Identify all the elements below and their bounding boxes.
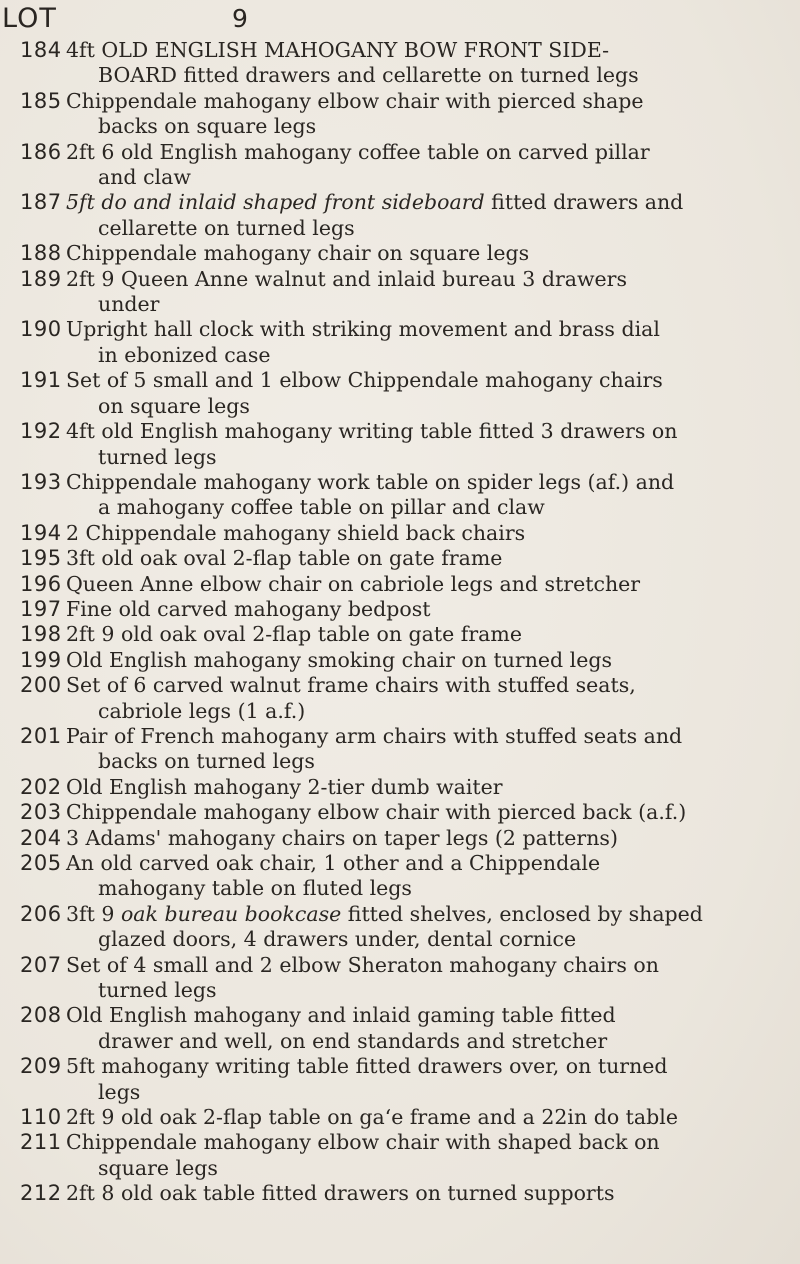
- lot-list: [0, 38, 800, 1207]
- lot-description-line: Chippendale mahogany elbow chair with shaped back on: [66, 1130, 660, 1155]
- lot-entry: [0, 622, 800, 647]
- lot-number: 185: [20, 88, 62, 113]
- lot-number: 196: [20, 571, 62, 596]
- lot-description: [66, 241, 800, 266]
- lot-description: [66, 1130, 800, 1181]
- lot-description: [66, 89, 800, 140]
- lot-entry: [0, 724, 800, 775]
- lot-description: [66, 648, 800, 673]
- lot-description: [66, 546, 800, 571]
- lot-description-line: 5ft mahogany writing table fitted drawers over, on turned: [66, 1054, 668, 1079]
- lot-number: 184: [20, 38, 62, 62]
- lot-number: 199: [20, 647, 62, 672]
- italic-phrase: 5ft do and inlaid shaped front sideboard: [66, 190, 485, 215]
- lot-description-line: 2ft 9 old oak oval 2-flap table on gate frame: [66, 622, 522, 647]
- lot-description: [66, 317, 800, 368]
- lot-description-continuation: backs on turned legs: [98, 749, 315, 774]
- lot-entry: [0, 673, 800, 724]
- lot-description-line: 2ft 9 Queen Anne walnut and inlaid bureau 3 drawers: [66, 266, 627, 291]
- lot-entry: [0, 597, 800, 622]
- lot-description-line: 5ft do and inlaid shaped front sideboard fitted drawers and: [66, 190, 684, 215]
- lot-entry: [0, 1181, 800, 1206]
- lot-entry: [0, 851, 800, 902]
- lot-entry: [0, 826, 800, 851]
- lot-description-line: 3 Adams' mahogany chairs on taper legs (2 patterns): [66, 825, 618, 850]
- lot-description-line: 4ft OLD ENGLISH MAHOGANY BOW FRONT SIDE-: [66, 38, 610, 62]
- lot-number: 205: [20, 851, 62, 875]
- lot-description-continuation: cellarette on turned legs: [98, 215, 355, 240]
- lot-description-line: Chippendale mahogany elbow chair with pierced shape: [66, 88, 644, 113]
- lot-entry: [0, 89, 800, 140]
- lot-number: 191: [20, 368, 62, 393]
- lot-description: [66, 1003, 800, 1054]
- lot-description-continuation: under: [98, 292, 160, 317]
- lot-description-continuation: turned legs: [98, 444, 217, 469]
- lot-entry: [0, 190, 800, 241]
- lot-description: [66, 140, 800, 191]
- lot-description-line: Upright hall clock with striking movement and brass dial: [66, 317, 660, 342]
- lot-entry: [0, 648, 800, 673]
- lot-description: [66, 368, 800, 419]
- lot-entry: [0, 241, 800, 266]
- lot-description: [66, 1181, 800, 1206]
- lot-number: 208: [20, 1003, 62, 1028]
- lot-number: 188: [20, 241, 62, 266]
- lot-description-line: 2ft 8 old oak table fitted drawers on turned supports: [66, 1181, 615, 1206]
- lot-description-line: Chippendale mahogany work table on spider legs (af.) and: [66, 469, 675, 494]
- lot-number: 211: [20, 1130, 62, 1155]
- lot-number: 190: [20, 317, 62, 342]
- lot-column-heading: LOT: [2, 3, 57, 34]
- lot-number: 203: [20, 800, 62, 825]
- lot-description-line: 2ft 6 old English mahogany coffee table on carved pillar: [66, 139, 650, 164]
- lot-description-continuation: a mahogany coffee table on pillar and claw: [98, 495, 545, 520]
- lot-description: [66, 1054, 800, 1105]
- lot-description-continuation: glazed doors, 4 drawers under, dental cornice: [98, 927, 577, 952]
- lot-number: 192: [20, 419, 62, 444]
- lot-description-line: Chippendale mahogany elbow chair with pierced back (a.f.): [66, 800, 687, 825]
- lot-description: [66, 775, 800, 800]
- lot-description-continuation: on square legs: [98, 393, 250, 418]
- lot-description-line: Queen Anne elbow chair on cabriole legs and stretcher: [66, 571, 641, 596]
- lot-description-continuation: and claw: [98, 165, 191, 190]
- lot-description: [66, 622, 800, 647]
- lot-description: [66, 267, 800, 318]
- lot-number: 187: [20, 190, 62, 215]
- lot-entry: [0, 419, 800, 470]
- lot-description-line: 4ft old English mahogany writing table fitted 3 drawers on: [66, 419, 678, 444]
- lot-entry: [0, 800, 800, 825]
- lot-description: [66, 826, 800, 851]
- lot-description-line: Old English mahogany 2-tier dumb waiter: [66, 774, 503, 799]
- lot-description: [66, 851, 800, 902]
- lot-number: 206: [20, 901, 62, 926]
- lot-description: [66, 419, 800, 470]
- lot-entry: [0, 521, 800, 546]
- lot-description: [66, 572, 800, 597]
- lot-description-continuation: square legs: [98, 1155, 218, 1180]
- lot-description: [66, 953, 800, 1004]
- lot-description-continuation: legs: [98, 1079, 141, 1104]
- lot-description: [66, 521, 800, 546]
- lot-number: 194: [20, 520, 62, 545]
- lot-description-line: Set of 6 carved walnut frame chairs with stuffed seats,: [66, 673, 636, 698]
- italic-phrase: oak bureau bookcase: [120, 901, 342, 926]
- lot-number: 186: [20, 139, 62, 164]
- lot-entry: [0, 368, 800, 419]
- lot-entry: [0, 1130, 800, 1181]
- page-number: 9: [232, 4, 249, 33]
- lot-entry: [0, 317, 800, 368]
- lot-number: 204: [20, 825, 62, 850]
- lot-description: [66, 1105, 800, 1130]
- lot-number: 212: [20, 1181, 62, 1206]
- lot-entry: [0, 902, 800, 953]
- lot-entry: [0, 140, 800, 191]
- lot-number: 201: [20, 723, 62, 748]
- lot-entry: [0, 470, 800, 521]
- lot-description-line: Set of 4 small and 2 elbow Sheraton mahogany chairs on: [66, 952, 659, 977]
- lot-entry: [0, 1003, 800, 1054]
- lot-description-line: 2ft 9 old oak 2-flap table on ga‘e frame and a 22in do table: [66, 1105, 678, 1130]
- lot-description-continuation: in ebonized case: [98, 342, 271, 367]
- lot-number: 193: [20, 469, 62, 494]
- lot-description-line: 3ft 9 oak bureau bookcase fitted shelves, enclosed by shaped: [66, 901, 703, 926]
- lot-description-line: Chippendale mahogany chair on square legs: [66, 241, 530, 266]
- lot-description-continuation: cabriole legs (1 a.f.): [98, 698, 306, 723]
- lot-description-line: An old carved oak chair, 1 other and a Chippendale: [66, 851, 601, 875]
- lot-description-line: Old English mahogany smoking chair on turned legs: [66, 647, 613, 672]
- lot-number: 202: [20, 774, 62, 799]
- lot-description: [66, 800, 800, 825]
- lot-number: 110: [20, 1105, 62, 1130]
- lot-description-line: Pair of French mahogany arm chairs with stuffed seats and: [66, 723, 683, 748]
- lot-entry: [0, 953, 800, 1004]
- lot-description-line: Old English mahogany and inlaid gaming table fitted: [66, 1003, 616, 1028]
- lot-entry: [0, 775, 800, 800]
- lot-number: 195: [20, 546, 62, 571]
- lot-description-line: Fine old carved mahogany bedpost: [66, 596, 431, 621]
- lot-description-continuation: mahogany table on fluted legs: [98, 876, 412, 901]
- lot-number: 198: [20, 622, 62, 647]
- lot-entry: [0, 267, 800, 318]
- lot-description: [66, 673, 800, 724]
- lot-description-line: Set of 5 small and 1 elbow Chippendale mahogany chairs: [66, 368, 663, 393]
- lot-description-continuation: BOARD fitted drawers and cellarette on turned legs: [98, 63, 639, 88]
- lot-description: [66, 597, 800, 622]
- lot-description-line: 2 Chippendale mahogany shield back chairs: [66, 520, 526, 545]
- lot-number: 189: [20, 266, 62, 291]
- lot-description-continuation: turned legs: [98, 978, 217, 1003]
- lot-number: 197: [20, 596, 62, 621]
- lot-description: [66, 902, 800, 953]
- lot-number: 200: [20, 673, 62, 698]
- lot-entry: [0, 1054, 800, 1105]
- lot-description-continuation: backs on square legs: [98, 114, 317, 139]
- lot-number: 209: [20, 1054, 62, 1079]
- lot-description: [66, 38, 800, 89]
- lot-entry: [0, 572, 800, 597]
- lot-description: [66, 724, 800, 775]
- lot-description-line: 3ft old oak oval 2-flap table on gate frame: [66, 546, 503, 571]
- lot-description: [66, 190, 800, 241]
- lot-entry: [0, 546, 800, 571]
- lot-entry: [0, 38, 800, 89]
- lot-number: 207: [20, 952, 62, 977]
- lot-description: [66, 470, 800, 521]
- lot-entry: [0, 1105, 800, 1130]
- lot-description-continuation: drawer and well, on end standards and stretcher: [98, 1028, 608, 1053]
